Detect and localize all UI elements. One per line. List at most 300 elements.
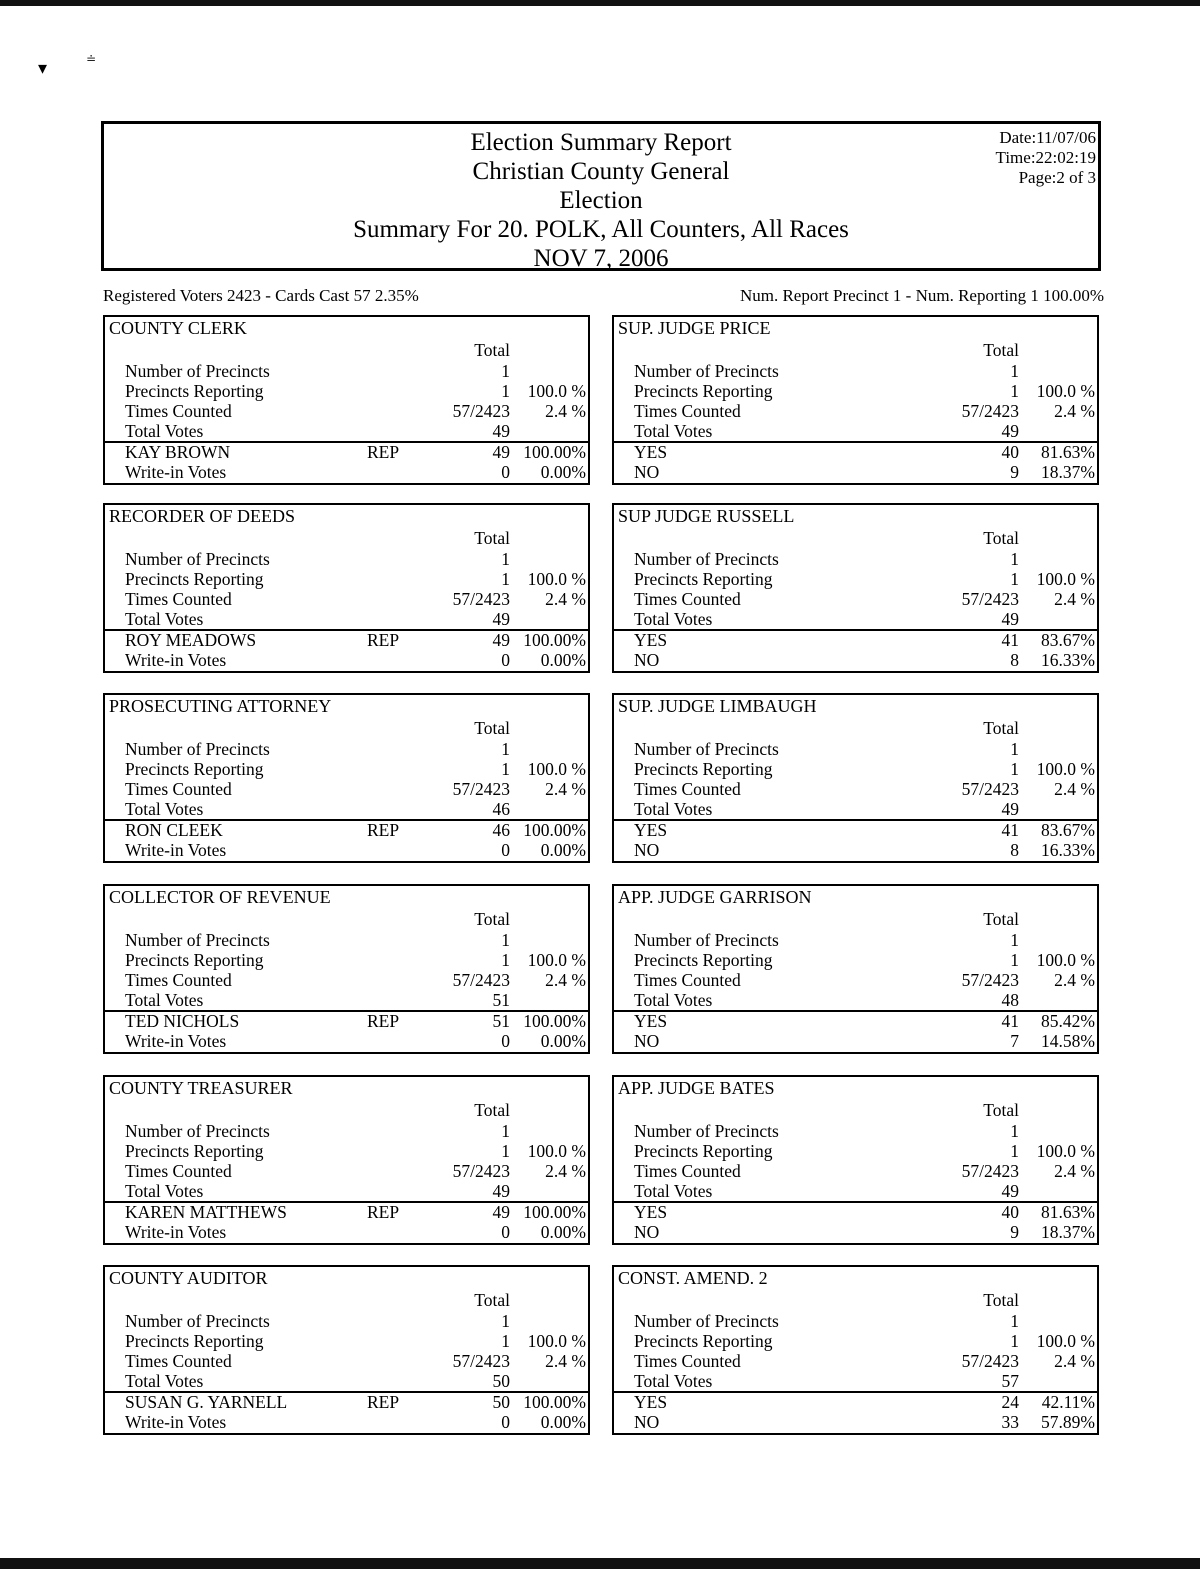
row-label: Precincts Reporting	[125, 1331, 264, 1351]
row-percent: 81.63%	[1041, 442, 1095, 462]
row-total: 1	[1010, 1141, 1019, 1161]
row-total: 1	[501, 739, 510, 759]
row-percent: 2.4 %	[545, 1351, 586, 1371]
row-total: 57/2423	[961, 970, 1019, 990]
row-label: Precincts Reporting	[634, 759, 773, 779]
row-label: Times Counted	[125, 401, 232, 421]
race-title: COLLECTOR OF REVENUE	[109, 887, 331, 907]
total-votes-row	[614, 609, 1097, 629]
times-counted-row	[105, 779, 588, 799]
row-label: Times Counted	[125, 970, 232, 990]
scan-mark: ≐	[86, 52, 97, 66]
times-counted-row	[614, 401, 1097, 421]
total-column-label: Total	[983, 528, 1019, 548]
row-percent: 100.0 %	[527, 950, 586, 970]
row-label: YES	[634, 1202, 668, 1222]
row-total: 40	[1001, 1202, 1019, 1222]
precincts-reporting-row	[614, 1331, 1097, 1351]
row-label: Number of Precincts	[634, 930, 779, 950]
row-total: 1	[501, 569, 510, 589]
row-label: Total Votes	[125, 421, 204, 441]
row-label: Write-in Votes	[125, 650, 227, 670]
row-label: Total Votes	[634, 421, 713, 441]
row-label: Precincts Reporting	[634, 1331, 773, 1351]
row-label: NO	[634, 840, 660, 860]
race-title: RECORDER OF DEEDS	[109, 506, 296, 526]
row-label: ROY MEADOWS	[125, 630, 257, 650]
row-label: Precincts Reporting	[125, 1141, 264, 1161]
row-label: Precincts Reporting	[125, 381, 264, 401]
row-total: 0	[501, 650, 510, 670]
total-votes-row	[105, 1181, 588, 1201]
race-box	[103, 693, 590, 863]
race-box	[103, 1265, 590, 1435]
times-counted-row	[105, 970, 588, 990]
race-title: PROSECUTING ATTORNEY	[109, 696, 332, 716]
row-percent: 81.63%	[1041, 1202, 1095, 1222]
row-total: 1	[501, 1141, 510, 1161]
row-percent: 83.67%	[1041, 630, 1095, 650]
choice-row	[105, 1031, 588, 1051]
row-total: 8	[1010, 650, 1019, 670]
total-votes-row	[105, 1371, 588, 1391]
race-box	[612, 1265, 1099, 1435]
row-percent: 100.0 %	[527, 1141, 586, 1161]
precincts-reporting-row	[614, 381, 1097, 401]
row-label: Total Votes	[634, 609, 713, 629]
choice-row	[105, 1222, 588, 1242]
row-total: 1	[1010, 1331, 1019, 1351]
row-label: Number of Precincts	[634, 361, 779, 381]
row-percent: 100.0 %	[1036, 381, 1095, 401]
number-of-precincts-row	[614, 361, 1097, 381]
row-percent: 85.42%	[1041, 1011, 1095, 1031]
precincts-reporting-row	[105, 1331, 588, 1351]
total-column-label: Total	[983, 718, 1019, 738]
row-percent: 0.00%	[540, 1222, 586, 1242]
choice-row	[105, 1202, 588, 1222]
race-box	[103, 1075, 590, 1245]
total-votes-row	[614, 1371, 1097, 1391]
row-total: 1	[501, 361, 510, 381]
row-total: 1	[1010, 759, 1019, 779]
row-percent: 100.00%	[523, 1011, 586, 1031]
row-label: YES	[634, 630, 668, 650]
row-percent: 100.0 %	[1036, 1331, 1095, 1351]
row-label: Times Counted	[125, 779, 232, 799]
row-label: Number of Precincts	[634, 549, 779, 569]
precincts-reporting-row	[105, 1141, 588, 1161]
choice-row	[614, 1392, 1097, 1412]
row-total: 51	[492, 990, 510, 1010]
row-total: 0	[501, 462, 510, 482]
party-label: REP	[367, 1011, 400, 1031]
times-counted-row	[105, 401, 588, 421]
row-label: NO	[634, 1222, 660, 1242]
row-total: 1	[501, 950, 510, 970]
choice-row	[105, 1011, 588, 1031]
times-counted-row	[614, 589, 1097, 609]
row-percent: 100.0 %	[1036, 569, 1095, 589]
race-title: COUNTY AUDITOR	[109, 1268, 268, 1288]
row-total: 8	[1010, 840, 1019, 860]
row-label: Precincts Reporting	[634, 950, 773, 970]
row-total: 57/2423	[452, 1161, 510, 1181]
race-title: COUNTY CLERK	[109, 318, 247, 338]
row-total: 49	[492, 442, 510, 462]
row-percent: 16.33%	[1041, 840, 1095, 860]
row-total: 57/2423	[961, 401, 1019, 421]
times-counted-row	[614, 970, 1097, 990]
choice-row	[105, 442, 588, 462]
number-of-precincts-row	[614, 739, 1097, 759]
row-total: 1	[1010, 930, 1019, 950]
registered-voters-stat: Registered Voters 2423 - Cards Cast 57 2.35%	[103, 286, 419, 305]
row-label: YES	[634, 1011, 668, 1031]
row-label: SUSAN G. YARNELL	[125, 1392, 288, 1412]
row-total: 41	[1001, 630, 1019, 650]
row-percent: 2.4 %	[1054, 1351, 1095, 1371]
row-total: 40	[1001, 442, 1019, 462]
row-total: 48	[1001, 990, 1019, 1010]
title-line: Christian County General	[472, 158, 730, 185]
row-label: Write-in Votes	[125, 1031, 227, 1051]
row-label: Number of Precincts	[634, 1311, 779, 1331]
total-votes-row	[614, 421, 1097, 441]
row-label: Total Votes	[125, 609, 204, 629]
race-title: SUP JUDGE RUSSELL	[618, 506, 795, 526]
row-total: 1	[1010, 1311, 1019, 1331]
row-total: 1	[1010, 569, 1019, 589]
row-label: Precincts Reporting	[634, 1141, 773, 1161]
row-total: 33	[1001, 1412, 1019, 1432]
total-column-label: Total	[983, 340, 1019, 360]
row-total: 9	[1010, 462, 1019, 482]
row-label: Times Counted	[125, 1161, 232, 1181]
row-label: NO	[634, 1031, 660, 1051]
title-line: Election	[559, 187, 643, 214]
number-of-precincts-row	[105, 1311, 588, 1331]
row-label: RON CLEEK	[125, 820, 223, 840]
row-percent: 57.89%	[1041, 1412, 1095, 1432]
report-title	[104, 128, 1098, 273]
row-label: Times Counted	[634, 1351, 741, 1371]
report-header	[101, 121, 1101, 271]
row-total: 1	[501, 930, 510, 950]
row-label: Total Votes	[125, 990, 204, 1010]
row-percent: 100.00%	[523, 1202, 586, 1222]
row-label: Precincts Reporting	[634, 381, 773, 401]
race-box	[612, 693, 1099, 863]
report-page: Page:2 of 3	[1018, 168, 1096, 187]
row-label: Number of Precincts	[125, 739, 270, 759]
row-label: KAREN MATTHEWS	[125, 1202, 287, 1222]
row-total: 57/2423	[452, 401, 510, 421]
row-label: Precincts Reporting	[634, 569, 773, 589]
race-box	[103, 884, 590, 1054]
row-percent: 2.4 %	[545, 1161, 586, 1181]
row-total: 57/2423	[961, 589, 1019, 609]
row-total: 57/2423	[961, 779, 1019, 799]
choice-row	[614, 1202, 1097, 1222]
row-percent: 16.33%	[1041, 650, 1095, 670]
total-votes-row	[105, 799, 588, 819]
precincts-reporting-row	[105, 569, 588, 589]
row-percent: 2.4 %	[1054, 779, 1095, 799]
row-total: 46	[492, 799, 510, 819]
row-label: YES	[634, 820, 668, 840]
race-title: APP. JUDGE GARRISON	[618, 887, 812, 907]
row-label: Precincts Reporting	[125, 950, 264, 970]
precincts-reporting-row	[614, 1141, 1097, 1161]
reporting-stat: Num. Report Precinct 1 - Num. Reporting 1 100.00%	[739, 286, 1104, 305]
row-label: Number of Precincts	[125, 361, 270, 381]
race-box	[612, 315, 1099, 485]
choice-row	[614, 820, 1097, 840]
row-label: Total Votes	[634, 799, 713, 819]
row-total: 50	[492, 1371, 510, 1391]
row-label: Precincts Reporting	[125, 569, 264, 589]
row-percent: 100.0 %	[1036, 1141, 1095, 1161]
row-label: Precincts Reporting	[125, 759, 264, 779]
row-label: YES	[634, 442, 668, 462]
number-of-precincts-row	[105, 361, 588, 381]
row-percent: 100.0 %	[527, 569, 586, 589]
choice-row	[105, 650, 588, 670]
row-label: Write-in Votes	[125, 462, 227, 482]
scan-top-edge	[0, 0, 1200, 6]
row-label: Write-in Votes	[125, 1412, 227, 1432]
row-total: 1	[501, 759, 510, 779]
row-total: 1	[1010, 361, 1019, 381]
choice-row	[614, 1011, 1097, 1031]
number-of-precincts-row	[105, 549, 588, 569]
number-of-precincts-row	[614, 549, 1097, 569]
times-counted-row	[105, 1161, 588, 1181]
report-date: Date:11/07/06	[999, 128, 1096, 147]
row-total: 1	[1010, 381, 1019, 401]
row-percent: 100.0 %	[1036, 950, 1095, 970]
total-votes-row	[614, 990, 1097, 1010]
times-counted-row	[105, 1351, 588, 1371]
row-total: 49	[492, 1202, 510, 1222]
total-column-label: Total	[983, 1290, 1019, 1310]
total-column-label: Total	[474, 909, 510, 929]
row-total: 0	[501, 1412, 510, 1432]
choice-row	[105, 630, 588, 650]
number-of-precincts-row	[614, 1121, 1097, 1141]
row-percent: 42.11%	[1041, 1392, 1095, 1412]
race-box	[103, 315, 590, 485]
row-label: Times Counted	[634, 779, 741, 799]
number-of-precincts-row	[614, 930, 1097, 950]
precincts-reporting-row	[614, 759, 1097, 779]
row-total: 9	[1010, 1222, 1019, 1242]
choice-row	[614, 630, 1097, 650]
choice-row	[105, 1392, 588, 1412]
choice-row	[614, 442, 1097, 462]
choice-row	[105, 1412, 588, 1432]
row-label: Number of Precincts	[125, 930, 270, 950]
row-label: Number of Precincts	[634, 739, 779, 759]
row-label: Number of Precincts	[125, 1121, 270, 1141]
row-percent: 2.4 %	[1054, 1161, 1095, 1181]
row-total: 57	[1001, 1371, 1019, 1391]
row-label: Number of Precincts	[125, 1311, 270, 1331]
row-percent: 18.37%	[1041, 1222, 1095, 1242]
row-total: 57/2423	[452, 589, 510, 609]
row-percent: 2.4 %	[545, 970, 586, 990]
race-title: COUNTY TREASURER	[109, 1078, 293, 1098]
row-percent: 100.00%	[523, 820, 586, 840]
title-line: Summary For 20. POLK, All Counters, All Races	[353, 216, 849, 243]
choice-row	[614, 1412, 1097, 1432]
choice-row	[105, 820, 588, 840]
row-label: NO	[634, 650, 660, 670]
row-total: 57/2423	[452, 1351, 510, 1371]
row-percent: 100.0 %	[527, 381, 586, 401]
party-label: REP	[367, 442, 400, 462]
report-meta	[996, 128, 1096, 188]
choice-row	[614, 1222, 1097, 1242]
scan-mark: ▾	[38, 58, 48, 78]
row-percent: 18.37%	[1041, 462, 1095, 482]
row-total: 1	[501, 381, 510, 401]
row-percent: 2.4 %	[1054, 589, 1095, 609]
total-column-label: Total	[474, 1290, 510, 1310]
precincts-reporting-row	[614, 569, 1097, 589]
choice-row	[614, 650, 1097, 670]
row-percent: 2.4 %	[545, 589, 586, 609]
row-total: 0	[501, 1222, 510, 1242]
row-total: 49	[1001, 1181, 1019, 1201]
choice-row	[614, 840, 1097, 860]
race-title: SUP. JUDGE PRICE	[618, 318, 771, 338]
row-total: 57/2423	[452, 970, 510, 990]
row-percent: 83.67%	[1041, 820, 1095, 840]
row-percent: 14.58%	[1041, 1031, 1095, 1051]
race-title: SUP. JUDGE LIMBAUGH	[618, 696, 817, 716]
total-votes-row	[105, 609, 588, 629]
row-label: Number of Precincts	[634, 1121, 779, 1141]
row-total: 41	[1001, 1011, 1019, 1031]
row-total: 50	[492, 1392, 510, 1412]
row-label: YES	[634, 1392, 668, 1412]
row-percent: 0.00%	[540, 840, 586, 860]
row-label: Times Counted	[125, 589, 232, 609]
party-label: REP	[367, 820, 400, 840]
row-label: Total Votes	[125, 1371, 204, 1391]
row-label: Total Votes	[125, 799, 204, 819]
row-label: Total Votes	[634, 1181, 713, 1201]
party-label: REP	[367, 630, 400, 650]
row-total: 0	[501, 840, 510, 860]
row-total: 49	[492, 1181, 510, 1201]
row-total: 1	[501, 1331, 510, 1351]
race-box	[103, 503, 590, 673]
title-line: NOV 7, 2006	[533, 245, 669, 272]
total-column-label: Total	[474, 528, 510, 548]
choice-row	[105, 840, 588, 860]
precincts-reporting-row	[105, 950, 588, 970]
row-total: 57/2423	[961, 1161, 1019, 1181]
row-label: Total Votes	[634, 1371, 713, 1391]
row-total: 1	[1010, 549, 1019, 569]
row-percent: 2.4 %	[1054, 401, 1095, 421]
row-label: Total Votes	[634, 990, 713, 1010]
race-box	[612, 1075, 1099, 1245]
number-of-precincts-row	[105, 739, 588, 759]
row-label: NO	[634, 1412, 660, 1432]
row-total: 7	[1010, 1031, 1019, 1051]
row-total: 1	[1010, 739, 1019, 759]
row-label: Times Counted	[634, 1161, 741, 1181]
precincts-reporting-row	[105, 759, 588, 779]
times-counted-row	[614, 779, 1097, 799]
row-percent: 2.4 %	[1054, 970, 1095, 990]
row-label: Times Counted	[634, 589, 741, 609]
total-column-label: Total	[474, 1100, 510, 1120]
report-time: Time:22:02:19	[995, 148, 1096, 167]
row-total: 49	[492, 609, 510, 629]
total-column-label: Total	[474, 718, 510, 738]
scan-bottom-edge	[0, 1558, 1200, 1569]
row-percent: 2.4 %	[545, 779, 586, 799]
row-total: 1	[1010, 950, 1019, 970]
row-label: Times Counted	[634, 401, 741, 421]
row-percent: 0.00%	[540, 1031, 586, 1051]
times-counted-row	[614, 1161, 1097, 1181]
row-label: Total Votes	[125, 1181, 204, 1201]
number-of-precincts-row	[614, 1311, 1097, 1331]
total-votes-row	[105, 421, 588, 441]
row-total: 49	[492, 421, 510, 441]
choice-row	[614, 462, 1097, 482]
row-total: 1	[501, 549, 510, 569]
row-percent: 0.00%	[540, 462, 586, 482]
row-total: 49	[1001, 609, 1019, 629]
party-label: REP	[367, 1202, 400, 1222]
row-total: 57/2423	[452, 779, 510, 799]
total-column-label: Total	[474, 340, 510, 360]
row-label: Number of Precincts	[125, 549, 270, 569]
total-column-label: Total	[983, 909, 1019, 929]
row-percent: 100.00%	[523, 1392, 586, 1412]
row-total: 46	[492, 820, 510, 840]
precincts-reporting-row	[614, 950, 1097, 970]
total-votes-row	[614, 799, 1097, 819]
row-label: Write-in Votes	[125, 840, 227, 860]
times-counted-row	[105, 589, 588, 609]
choice-row	[105, 462, 588, 482]
row-label: KAY BROWN	[125, 442, 231, 462]
precincts-reporting-row	[105, 381, 588, 401]
race-title: APP. JUDGE BATES	[618, 1078, 775, 1098]
race-box	[612, 503, 1099, 673]
race-box	[612, 884, 1099, 1054]
total-column-label: Total	[983, 1100, 1019, 1120]
total-votes-row	[614, 1181, 1097, 1201]
row-total: 51	[492, 1011, 510, 1031]
row-total: 49	[1001, 799, 1019, 819]
times-counted-row	[614, 1351, 1097, 1371]
row-label: TED NICHOLS	[125, 1011, 240, 1031]
row-percent: 100.0 %	[527, 759, 586, 779]
row-percent: 0.00%	[540, 1412, 586, 1432]
row-total: 57/2423	[961, 1351, 1019, 1371]
row-total: 1	[501, 1311, 510, 1331]
row-percent: 2.4 %	[545, 401, 586, 421]
